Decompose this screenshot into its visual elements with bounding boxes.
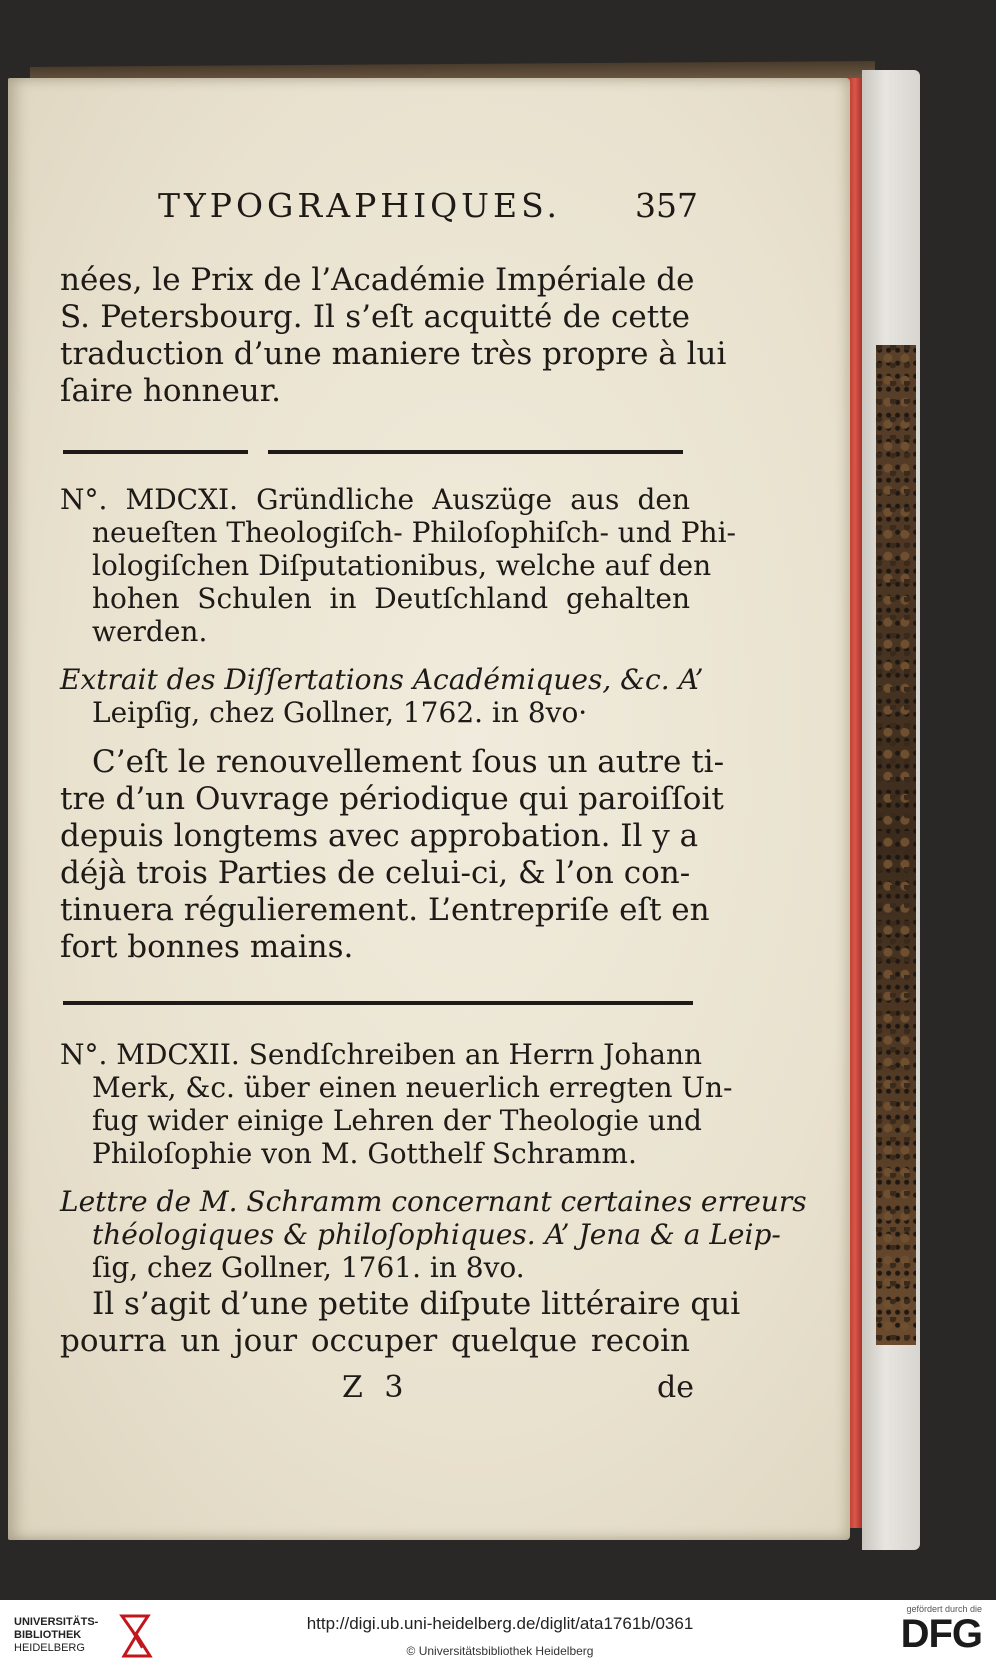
library-name [14,1616,98,1655]
heading-line: Merk, &c. über einen neuerlich erregten Un- [92,1071,733,1104]
catchword: de [657,1370,694,1405]
copyright-notice: © Universitätsbibliothek Heidelberg [406,1644,594,1658]
text-line: ſaire honneur. [60,373,282,409]
library-name-line: BIBLIOTHEK [14,1629,82,1641]
funder-caption: gefördert durch die [906,1604,982,1614]
heading-line: fug wider einige Lehren der Theologie und [92,1104,702,1137]
entry-heading [60,483,736,648]
text-line: tre d’un Ouvrage périodique qui paroiſſoit [60,781,724,817]
french-title [60,663,704,729]
heading-line: N°. MDCXII. Sendſchreiben an Herrn Johann [60,1038,703,1071]
text-line: nées, le Prix de l’Académie Impériale de [60,262,695,298]
marbled-cover-edge [876,345,916,1345]
text-line: fort bonnes mains. [60,929,354,965]
text-line: tinuera régulierement. L’entrepriſe eſt en [60,892,710,928]
section-rule-right [268,450,683,454]
entry-body [60,744,725,966]
intro-paragraph [60,262,727,410]
heading-line: hohen Schulen in Deutſchland gehalten [92,582,690,615]
heading-line: lologiſchen Diſputationibus, welche auf den [92,549,712,582]
red-page-edge [848,78,862,1528]
library-logo[interactable] [14,1610,174,1662]
section-rule-left [63,450,248,454]
dfg-logo-icon: DFG [900,1612,982,1656]
french-title-line: théologiques & philoſophiques. A’ Jena & a Leip- [92,1218,781,1251]
entry-heading [60,1038,733,1170]
text-line: C’eſt le renouvellement ſous un autre ti- [92,744,725,780]
funder-logo[interactable] [872,1604,982,1666]
text-line: déjà trois Parties de celui-ci, & l’on con- [60,855,691,891]
text-line: Il s’agit d’une petite diſpute littéraire qui [92,1286,741,1322]
section-rule [63,1001,693,1005]
library-name-line: HEIDELBERG [14,1642,85,1654]
entry-body [60,1286,741,1360]
french-title-line: Leipſig, chez Gollner, 1762. in 8vo· [92,696,588,729]
text-line: S. Petersbourg. Il s’eſt acquitté de cette [60,299,690,335]
heading-line: werden. [92,615,208,648]
running-title: TYPOGRAPHIQUES. [158,186,561,225]
signature-mark: Z 3 [342,1370,410,1405]
library-emblem-icon [118,1612,154,1660]
page-number: 357 [635,186,698,225]
viewer-footer [0,1600,996,1670]
heading-line: neueſten Theologiſch- Philoſophiſch- und Phi- [92,516,736,549]
text-line: traduction d’une maniere très propre à lui [60,336,727,372]
running-head [158,186,698,236]
french-title [60,1185,807,1284]
text-line: depuis longtems avec approbation. Il y a [60,818,699,854]
permalink-url[interactable]: http://digi.ub.uni-heidelberg.de/diglit/ata1761b/0361 [306,1614,694,1633]
french-title-line: Extrait des Diſſertations Académiques, &c. A’ [60,663,704,696]
heading-line: Philoſophie von M. Gotthelf Schramm. [92,1137,637,1170]
french-title-line: ſig, chez Gollner, 1761. in 8vo. [92,1251,525,1284]
heading-line: N°. MDCXI. Gründliche Auszüge aus den [60,483,690,516]
library-name-line: UNIVERSITÄTS- [14,1616,99,1628]
text-line: pourra un jour occuper quelque recoin [60,1323,690,1359]
french-title-line: Lettre de M. Schramm concernant certaines erreurs [60,1185,807,1218]
